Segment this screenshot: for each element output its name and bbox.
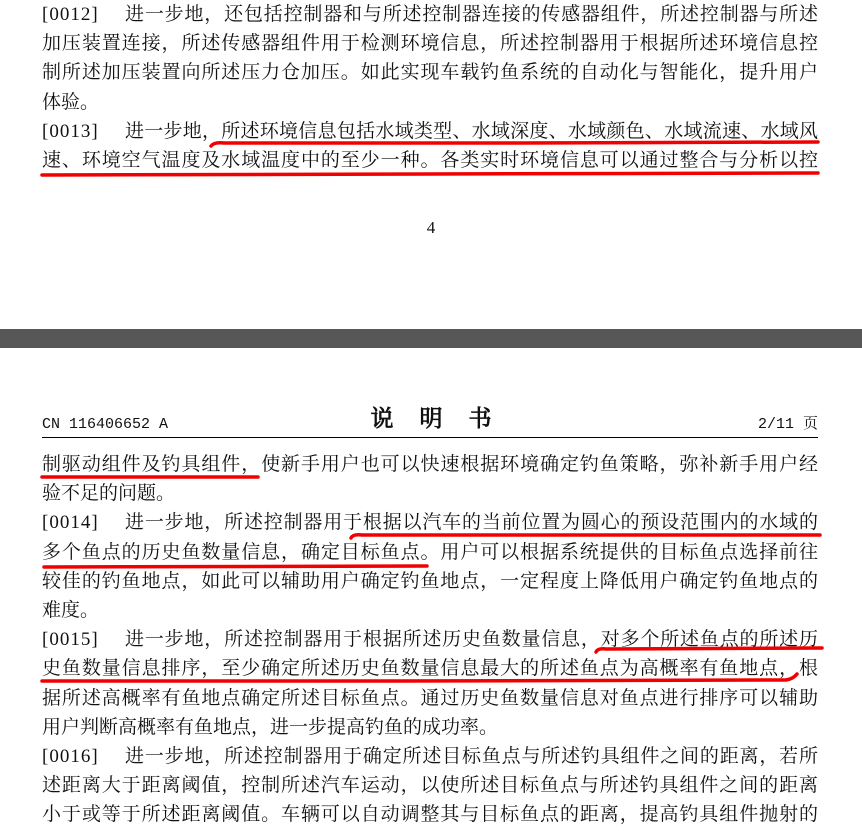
line-text: 验不足的问题。: [42, 482, 176, 505]
header-rule: [42, 437, 818, 438]
paragraph-line: [42, 88, 818, 117]
paragraph-line: [42, 654, 818, 683]
page-indicator: 2/11 页: [757, 416, 818, 433]
line-text: 史鱼数量信息排序，至少确定所述历史鱼数量信息最大的所述鱼点为高概率有鱼地点，根: [42, 657, 818, 680]
line-text: 进一步地，还包括控制器和与所述控制器连接的传感器组件，所述控制器与所述: [125, 3, 818, 25]
paragraph-line: [42, 117, 818, 146]
line-text: 制驱动组件及钓具组件，使新手用户也可以快速根据环境确定钓鱼策略，弥补新手用户经: [42, 453, 818, 475]
line-text: 较佳的钓鱼地点，如此可以辅助用户确定钓鱼地点，一定程度上降低用户确定钓鱼地点的: [42, 569, 818, 592]
paragraph-line: [42, 567, 818, 596]
page-separator: [0, 329, 862, 348]
paragraph-line: [42, 800, 818, 829]
paragraph-line: [42, 596, 818, 625]
line-text: 体验。: [42, 90, 100, 113]
paragraph-number: [0014]: [42, 512, 99, 534]
paragraph-line: [42, 508, 818, 537]
paragraph-line: [42, 684, 818, 713]
paragraph-line: [42, 450, 818, 479]
paragraph-line: [42, 538, 818, 567]
upper-page-body: [42, 0, 818, 175]
paragraph-line: [42, 58, 818, 87]
paragraph-number: [0012]: [42, 4, 99, 25]
line-text: 述距离大于距离阈值，控制所述汽车运动，以使所述目标鱼点与所述钓具组件之间的距离: [42, 774, 818, 797]
lower-page-body: [42, 450, 818, 829]
page-number: 4: [426, 218, 436, 237]
paragraph-line: [42, 625, 818, 654]
line-text: 进一步地，所述环境信息包括水域类型、水域深度、水域颜色、水域流速、水域风: [125, 119, 818, 142]
line-text: 加压装置连接，所述传感器组件用于检测环境信息，所述控制器用于根据所述环境信息控: [42, 32, 818, 55]
paragraph-line: [42, 742, 818, 771]
line-text: 进一步地，所述控制器用于根据以汽车的当前位置为圆心的预设范围内的水域的: [125, 511, 818, 534]
paragraph-line: [42, 713, 818, 742]
line-text: 制所述加压装置向所述压力仓加压。如此实现车载钓鱼系统的自动化与智能化，提升用户: [42, 61, 818, 84]
publication-number: CN 116406652 A: [42, 416, 169, 433]
line-text: 进一步地，所述控制器用于确定所述目标鱼点与所述钓具组件之间的距离，若所: [125, 744, 818, 767]
paragraph-line: [42, 479, 818, 508]
paragraph-line: [42, 771, 818, 800]
line-text: 据所述高概率有鱼地点确定所述目标鱼点。通过历史鱼数量信息对鱼点进行排序可以辅助: [42, 686, 818, 709]
paragraph-number: [0013]: [42, 120, 99, 142]
line-text: 用户判断高概率有鱼地点，进一步提高钓鱼的成功率。: [42, 715, 499, 738]
line-text: 难度。: [42, 598, 100, 621]
document-title: 说 明 书: [370, 405, 501, 432]
paragraph-line: [42, 29, 818, 58]
line-text: 进一步地，所述控制器用于根据所述历史鱼数量信息，对多个所述鱼点的所述历: [125, 628, 818, 651]
line-text: 小于或等于所述距离阈值。车辆可以自动调整其与目标鱼点的距离，提高钓具组件抛射的: [42, 803, 818, 826]
paragraph-number: [0015]: [42, 629, 99, 651]
paragraph-number: [0016]: [42, 745, 99, 767]
paragraph-line: [42, 0, 818, 29]
line-text: 速、环境空气温度及水域温度中的至少一种。各类实时环境信息可以通过整合与分析以控: [42, 148, 818, 171]
line-text: 多个鱼点的历史鱼数量信息，确定目标鱼点。用户可以根据系统提供的目标鱼点选择前往: [42, 540, 818, 563]
paragraph-line: [42, 146, 818, 175]
